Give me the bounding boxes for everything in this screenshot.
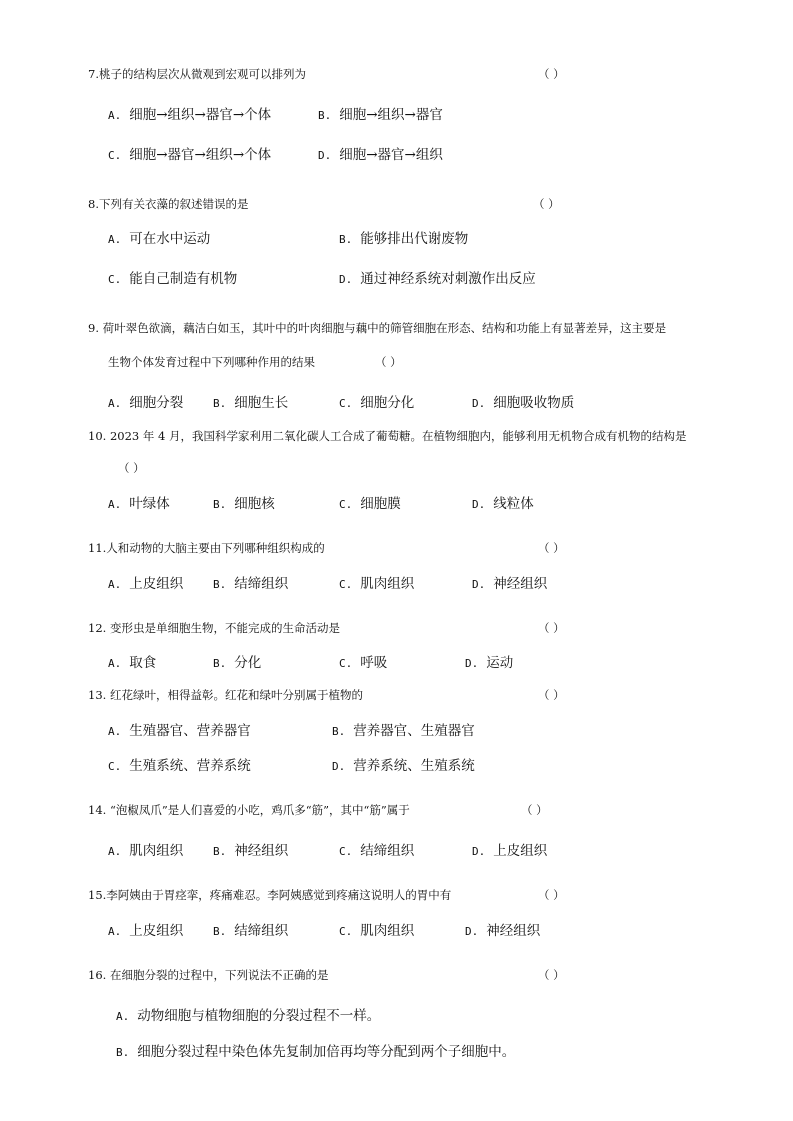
question-8-stem: 8.下列有关衣藻的叙述错误的是 <box>88 197 249 211</box>
option-text: 细胞膜 <box>360 496 401 512</box>
option-letter: D. <box>339 273 353 286</box>
option-a[interactable] <box>108 391 183 411</box>
question-15-stem: 15.李阿姨由于胃痉挛，疼痛难忍。李阿姨感觉到疼痛这说明人的胃中有 <box>88 888 452 902</box>
option-b[interactable] <box>213 919 288 939</box>
option-letter: C. <box>339 845 353 858</box>
option-letter: B. <box>213 657 227 670</box>
option-text: 上皮组织 <box>129 576 184 592</box>
option-d[interactable] <box>332 754 475 774</box>
option-text: 能够排出代谢废物 <box>360 231 469 247</box>
question-11-stem: 11.人和动物的大脑主要由下列哪种组织构成的 <box>88 541 325 555</box>
option-d[interactable] <box>339 267 536 287</box>
question-16-stem: 16. 在细胞分裂的过程中，下列说法不正确的是 <box>88 968 329 982</box>
option-letter: C. <box>108 149 122 162</box>
option-b[interactable] <box>339 227 468 247</box>
option-a[interactable] <box>108 919 183 939</box>
option-letter: C. <box>108 760 122 773</box>
option-letter: D. <box>472 578 486 591</box>
option-letter: A. <box>108 657 122 670</box>
option-letter: C. <box>108 273 122 286</box>
option-d[interactable] <box>318 143 443 163</box>
option-letter: A. <box>108 845 122 858</box>
option-letter: D. <box>472 845 486 858</box>
option-b[interactable] <box>213 492 275 512</box>
option-c[interactable] <box>339 391 414 411</box>
answer-blank: （ ） <box>533 197 560 211</box>
option-letter: C. <box>339 397 353 410</box>
answer-blank: （ ） <box>375 355 402 369</box>
option-text: 运动 <box>486 655 514 671</box>
option-c[interactable] <box>339 492 401 512</box>
option-c[interactable] <box>339 839 414 859</box>
option-a[interactable] <box>116 1004 380 1024</box>
option-letter: D. <box>465 657 479 670</box>
answer-blank: （ ） <box>538 888 565 902</box>
option-text: 生殖器官、营养器官 <box>129 723 251 739</box>
option-text: 呼吸 <box>360 655 388 671</box>
answer-blank: （ ） <box>538 67 565 81</box>
option-letter: A. <box>108 925 122 938</box>
answer-blank: （ ） <box>538 621 565 635</box>
option-d[interactable] <box>472 839 547 859</box>
option-letter: C. <box>339 578 353 591</box>
option-a[interactable] <box>108 839 183 859</box>
option-letter: B. <box>213 498 227 511</box>
option-text: 神经组织 <box>234 843 289 859</box>
option-text: 细胞分裂过程中染色体先复制加倍再均等分配到两个子细胞中。 <box>137 1044 516 1060</box>
option-text: 营养器官、生殖器官 <box>353 723 475 739</box>
option-letter: A. <box>108 233 122 246</box>
option-text: 细胞分裂 <box>129 395 184 411</box>
option-letter: D. <box>465 925 479 938</box>
question-14-stem: 14. “泡椒凤爪”是人们喜爱的小吃，鸡爪多“筋”，其中“筋”属于 <box>88 803 410 817</box>
question-7-stem: 7.桃子的结构层次从微观到宏观可以排列为 <box>88 67 306 81</box>
option-a[interactable] <box>108 227 210 247</box>
option-b[interactable] <box>213 651 261 671</box>
option-a[interactable] <box>108 651 156 671</box>
option-text: 肌肉组织 <box>360 576 415 592</box>
answer-blank: （ ） <box>118 461 145 475</box>
option-text: 细胞→器官→组织→个体 <box>129 147 272 163</box>
option-text: 能自己制造有机物 <box>129 271 238 287</box>
option-c[interactable] <box>339 651 387 671</box>
option-text: 细胞→组织→器官 <box>339 107 443 123</box>
option-text: 营养系统、生殖系统 <box>353 758 475 774</box>
option-text: 通过神经系统对刺激作出反应 <box>360 271 536 287</box>
option-b[interactable] <box>332 719 475 739</box>
question-9-stem: 9. 荷叶翠色欲滴，藕洁白如玉，其叶中的叶肉细胞与藕中的筛管细胞在形态、结构和功能上有显著差异，这主要是 <box>88 321 667 335</box>
option-letter: B. <box>318 109 332 122</box>
option-text: 细胞→器官→组织 <box>339 147 443 163</box>
question-12-stem: 12. 变形虫是单细胞生物，不能完成的生命活动是 <box>88 621 340 635</box>
question-13-stem: 13. 红花绿叶，相得益彰。红花和绿叶分别属于植物的 <box>88 688 363 702</box>
option-b[interactable] <box>116 1040 515 1060</box>
option-d[interactable] <box>472 492 534 512</box>
answer-blank: （ ） <box>538 968 565 982</box>
option-letter: A. <box>116 1010 130 1023</box>
answer-blank: （ ） <box>521 803 548 817</box>
option-letter: A. <box>108 725 122 738</box>
option-text: 细胞→组织→器官→个体 <box>129 107 272 123</box>
option-letter: D. <box>332 760 346 773</box>
option-c[interactable] <box>339 572 414 592</box>
option-letter: B. <box>213 925 227 938</box>
option-letter: B. <box>213 845 227 858</box>
question-9-stem-continued: 生物个体发育过程中下列哪种作用的结果 <box>108 355 315 369</box>
option-text: 取食 <box>129 655 157 671</box>
option-letter: B. <box>339 233 353 246</box>
option-d[interactable] <box>472 391 574 411</box>
option-d[interactable] <box>465 651 513 671</box>
option-b[interactable] <box>213 839 288 859</box>
option-text: 结缔组织 <box>234 576 289 592</box>
option-b[interactable] <box>318 103 443 123</box>
option-c[interactable] <box>108 143 271 163</box>
option-letter: D. <box>472 397 486 410</box>
option-letter: A. <box>108 578 122 591</box>
option-text: 细胞生长 <box>234 395 289 411</box>
option-text: 上皮组织 <box>493 843 548 859</box>
option-b[interactable] <box>213 391 288 411</box>
option-a[interactable] <box>108 492 170 512</box>
option-letter: D. <box>318 149 332 162</box>
option-text: 神经组织 <box>493 576 548 592</box>
answer-blank: （ ） <box>538 688 565 702</box>
option-letter: C. <box>339 498 353 511</box>
option-text: 分化 <box>234 655 262 671</box>
option-letter: A. <box>108 397 122 410</box>
option-text: 上皮组织 <box>129 923 184 939</box>
option-letter: C. <box>339 925 353 938</box>
option-text: 叶绿体 <box>129 496 170 512</box>
option-b[interactable] <box>213 572 288 592</box>
option-text: 生殖系统、营养系统 <box>129 758 251 774</box>
option-text: 细胞吸收物质 <box>493 395 575 411</box>
option-text: 可在水中运动 <box>129 231 211 247</box>
option-letter: A. <box>108 498 122 511</box>
option-text: 肌肉组织 <box>360 923 415 939</box>
option-letter: B. <box>213 397 227 410</box>
option-a[interactable] <box>108 103 271 123</box>
option-d[interactable] <box>465 919 540 939</box>
option-letter: B. <box>213 578 227 591</box>
option-text: 细胞核 <box>234 496 275 512</box>
option-letter: D. <box>472 498 486 511</box>
option-text: 线粒体 <box>493 496 534 512</box>
answer-blank: （ ） <box>538 541 565 555</box>
option-c[interactable] <box>339 919 414 939</box>
option-letter: B. <box>116 1046 130 1059</box>
option-a[interactable] <box>108 572 183 592</box>
option-text: 神经组织 <box>486 923 541 939</box>
option-text: 细胞分化 <box>360 395 415 411</box>
option-text: 肌肉组织 <box>129 843 184 859</box>
option-c[interactable] <box>108 267 237 287</box>
option-d[interactable] <box>472 572 547 592</box>
option-letter: B. <box>332 725 346 738</box>
option-text: 结缔组织 <box>234 923 289 939</box>
option-text: 动物细胞与植物细胞的分裂过程不一样。 <box>137 1008 381 1024</box>
question-10-stem: 10. 2023 年 4 月，我国科学家利用二氧化碳人工合成了葡萄糖。在植物细胞内，能够利用无机物合成有机物的结构是 <box>88 429 687 443</box>
option-letter: A. <box>108 109 122 122</box>
option-a[interactable] <box>108 719 251 739</box>
option-text: 结缔组织 <box>360 843 415 859</box>
option-letter: C. <box>339 657 353 670</box>
option-c[interactable] <box>108 754 251 774</box>
